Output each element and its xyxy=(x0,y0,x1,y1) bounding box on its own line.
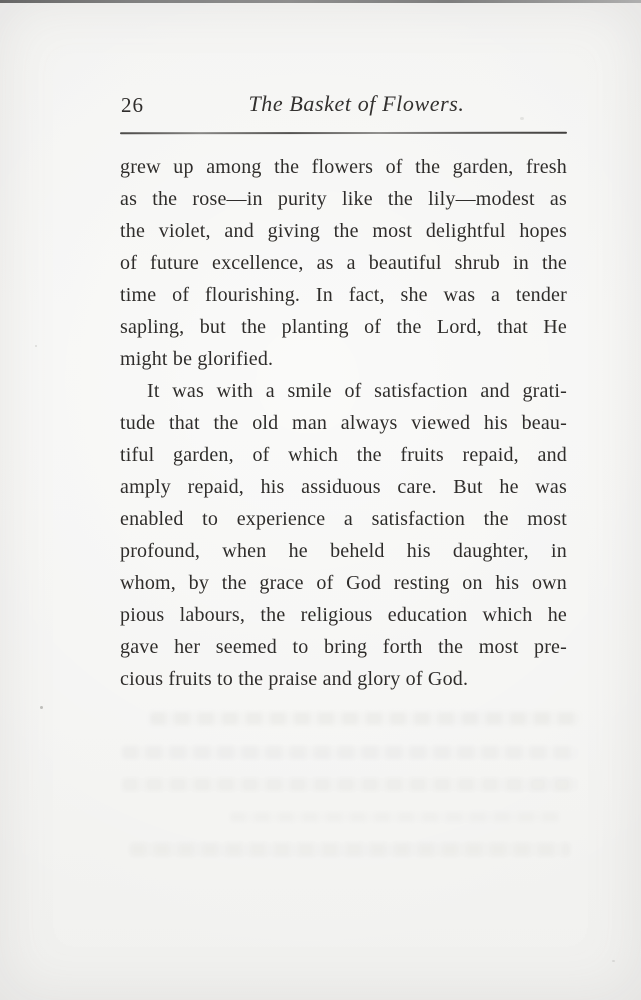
header-rule xyxy=(120,132,567,135)
text-line: tiful garden, of which the fruits repaid, and xyxy=(120,444,567,466)
scan-speck xyxy=(35,345,37,347)
scan-speck xyxy=(40,706,43,709)
text-line: It was with a smile of satisfaction and grati- xyxy=(147,380,567,402)
text-line: of future excellence, as a beautiful shrub in the xyxy=(120,252,567,274)
text-line: tude that the old man always viewed his beau- xyxy=(120,412,567,434)
bleed-through-text xyxy=(150,712,580,725)
text-line: enabled to experience a satisfaction the most xyxy=(120,508,567,530)
text-line: whom, by the grace of God resting on his own xyxy=(120,572,567,594)
text-line: gave her seemed to bring forth the most pre- xyxy=(120,636,567,658)
text-line: cious fruits to the praise and glory of God. xyxy=(120,668,469,690)
text-line: pious labours, the religious education which he xyxy=(120,604,567,626)
text-line: as the rose—in purity like the lily—modest as xyxy=(120,188,567,210)
bleed-through-text xyxy=(230,812,560,822)
bleed-through-text xyxy=(122,778,578,791)
bleed-through-text xyxy=(122,746,578,759)
body-text xyxy=(120,151,567,695)
text-line: the violet, and giving the most delightful hopes xyxy=(120,220,567,242)
text-line: sapling, but the planting of the Lord, that He xyxy=(120,316,567,338)
page-number: 26 xyxy=(121,93,144,117)
running-title: The Basket of Flowers. xyxy=(248,91,465,116)
scan-speck xyxy=(612,960,615,962)
bleed-through-text xyxy=(130,843,570,856)
text-line: might be glorified. xyxy=(120,348,274,370)
scan-top-edge xyxy=(0,0,641,3)
text-line: grew up among the flowers of the garden, fresh xyxy=(120,156,567,178)
text-line: time of flourishing. In fact, she was a tender xyxy=(120,284,567,306)
scan-speck xyxy=(520,117,524,120)
text-line: profound, when he beheld his daughter, in xyxy=(120,540,567,562)
text-line: amply repaid, his assiduous care. But he was xyxy=(120,476,567,498)
